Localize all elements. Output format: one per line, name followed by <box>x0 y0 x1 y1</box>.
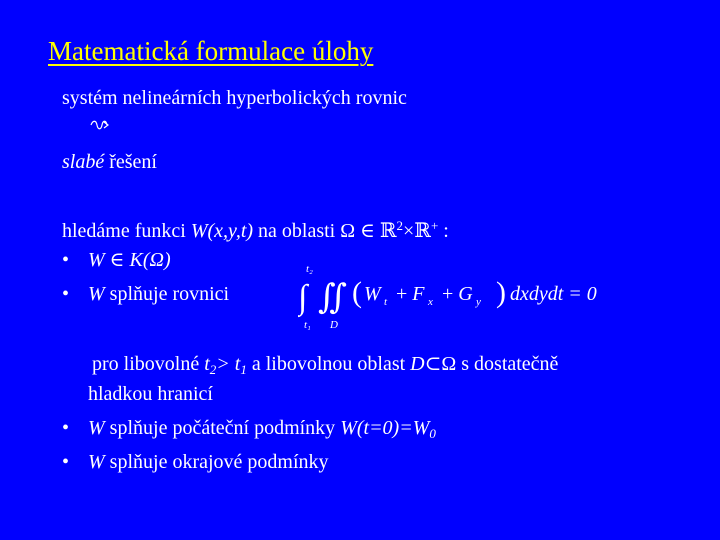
text-segment: W(t=0)=W <box>340 417 430 439</box>
y-subscript: y <box>476 296 481 308</box>
open-paren: ( <box>352 276 362 309</box>
text-segment: ∈ <box>104 249 130 271</box>
function-symbol: W(x,y,t) <box>190 220 254 242</box>
text-segment: splňuje počáteční podmínky <box>104 417 341 439</box>
equation-tail: dxdydt = 0 <box>510 283 597 305</box>
text-segment: W <box>88 283 105 305</box>
upper-limit: t₂ <box>306 263 313 275</box>
t-subscript: t <box>384 296 388 308</box>
subscript: 0 <box>429 426 436 441</box>
subscript: 2 <box>209 362 217 377</box>
condition-line-continued: hladkou hranicí <box>88 383 213 405</box>
bullet-item-boundary-conditions <box>88 450 329 474</box>
text-segment: W <box>88 249 105 271</box>
close-paren: ) <box>496 276 506 309</box>
solution-word: řešení <box>104 151 157 173</box>
text-segment: K(Ω) <box>129 249 171 271</box>
bullet-marker: • <box>62 451 70 473</box>
superscript: + <box>430 218 439 233</box>
text-segment: D <box>410 353 425 375</box>
text-segment: splňuje okrajové podmínky <box>104 451 329 473</box>
text-segment: ⊂Ω s dostatečně <box>424 353 559 375</box>
text-segment: splňuje rovnici <box>104 283 230 305</box>
slide-title: Matematická formulace úlohy <box>48 36 374 66</box>
superscript: 2 <box>396 218 404 233</box>
condition-line <box>92 352 558 382</box>
plus-f: + F <box>396 283 425 305</box>
lower-limit-t: t₁ <box>304 319 311 331</box>
text-segment: W <box>88 417 105 439</box>
bullet-marker: • <box>62 249 70 271</box>
text-segment: pro libovolné <box>92 353 205 375</box>
bullet-item-equation <box>88 282 229 306</box>
subscript: 1 <box>240 362 247 377</box>
system-description: systém nelineárních hyperbolických rovnic <box>62 87 407 109</box>
integral-sign: ∫ <box>298 279 308 316</box>
bullet-item-initial-conditions <box>88 416 436 446</box>
text-segment: a libovolnou oblast <box>246 353 411 375</box>
search-function-line <box>62 214 449 243</box>
implies-arrow-icon <box>90 118 112 132</box>
text-segment: t <box>204 353 210 375</box>
x-subscript: x <box>428 296 433 308</box>
text-segment: hledáme funkci <box>62 220 191 242</box>
lower-limit-d: D <box>330 319 338 331</box>
bullet-marker: • <box>62 283 70 305</box>
text-segment: W <box>88 451 105 473</box>
text-segment: : <box>438 220 449 242</box>
text-segment: na oblasti Ω ∈ ℝ <box>253 220 397 242</box>
w-term: W <box>364 283 381 305</box>
text-segment: > t <box>216 353 241 375</box>
weak-solution-line <box>62 150 157 174</box>
plus-g: + G <box>442 283 473 305</box>
bullet-item-space <box>88 248 171 272</box>
bullet-marker: • <box>62 417 70 439</box>
double-integral-sign: ∬ <box>318 279 347 316</box>
text-segment: ×ℝ <box>403 220 431 242</box>
weak-word: slabé <box>62 151 105 173</box>
weak-form-equation <box>298 262 638 332</box>
